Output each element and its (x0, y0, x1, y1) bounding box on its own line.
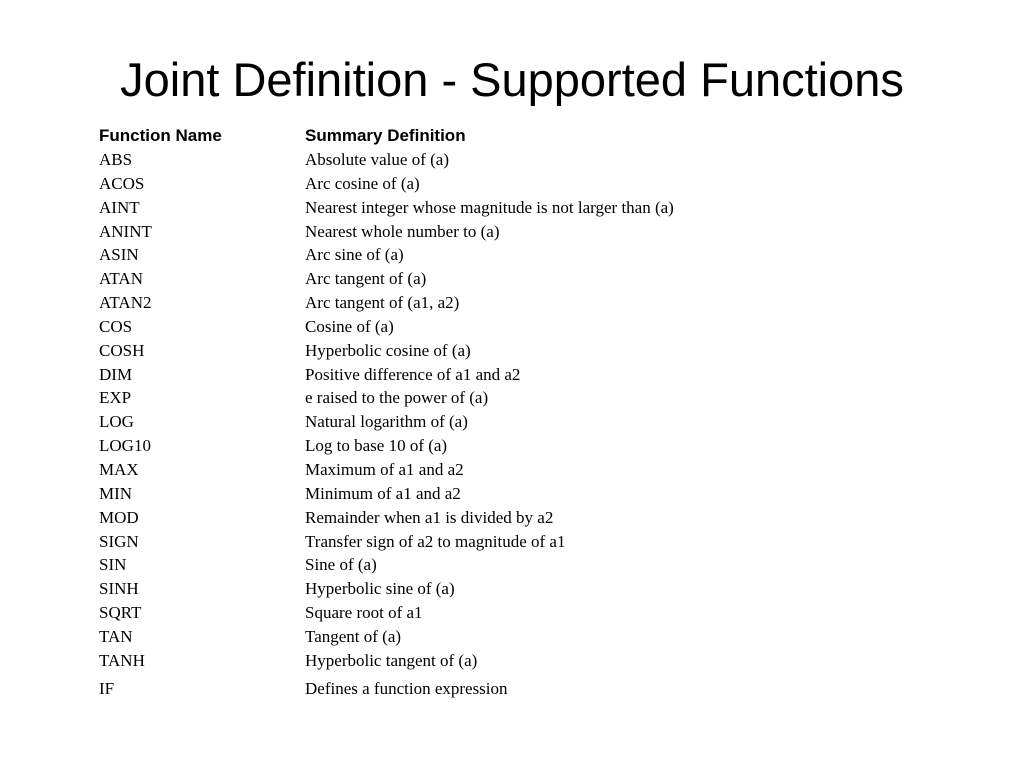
function-name: EXP (99, 388, 132, 408)
function-definition: Arc sine of (a) (305, 245, 404, 265)
table-row (0, 196, 1024, 220)
function-definition: Hyperbolic tangent of (a) (305, 650, 478, 670)
table-row (0, 220, 1024, 244)
function-definition: Tangent of (a) (305, 626, 402, 646)
function-definition: Arc cosine of (a) (305, 173, 420, 193)
table-row (0, 243, 1024, 267)
function-name: SIN (99, 555, 127, 575)
function-name: SQRT (99, 603, 142, 623)
slide-title: Joint Definition - Supported Functions (120, 53, 904, 106)
function-definition: Minimum of a1 and a2 (305, 483, 461, 503)
table-row (0, 553, 1024, 577)
table-row (0, 482, 1024, 506)
function-definition: Cosine of (a) (305, 316, 394, 336)
function-name: IF (99, 678, 115, 698)
table-row (0, 386, 1024, 410)
function-definition: Defines a function expression (305, 678, 508, 698)
function-name: COS (99, 316, 133, 336)
function-definition: Hyperbolic cosine of (a) (305, 340, 471, 360)
table-row (0, 649, 1024, 673)
function-definition: Log to base 10 of (a) (305, 436, 448, 456)
function-definition: Positive difference of a1 and a2 (305, 364, 521, 384)
functions-table-body (0, 148, 1024, 703)
function-definition: Maximum of a1 and a2 (305, 459, 464, 479)
function-definition: Sine of (a) (305, 555, 377, 575)
function-definition: Arc tangent of (a) (305, 269, 427, 289)
function-definition: Hyperbolic sine of (a) (305, 579, 455, 599)
table-row (0, 315, 1024, 339)
function-name: MAX (99, 459, 139, 479)
function-name: TAN (99, 626, 133, 646)
function-definition: Transfer sign of a2 to magnitude of a1 (305, 531, 566, 551)
function-definition: Square root of a1 (305, 603, 423, 623)
function-definition: Remainder when a1 is divided by a2 (305, 507, 554, 527)
table-row (0, 410, 1024, 434)
table-row (0, 148, 1024, 172)
table-row (0, 458, 1024, 482)
table-row (0, 363, 1024, 387)
function-name: ATAN2 (99, 293, 152, 313)
functions-table-header (0, 124, 1024, 148)
table-row (0, 434, 1024, 458)
function-definition: Nearest whole number to (a) (305, 221, 500, 241)
function-name: DIM (99, 364, 133, 384)
function-name: SIGN (99, 531, 139, 551)
function-name: ANINT (99, 221, 152, 241)
table-row (0, 601, 1024, 625)
function-name: SINH (99, 579, 139, 599)
table-row (0, 625, 1024, 649)
summary-definition-header: Summary Definition (305, 126, 466, 145)
function-name: ASIN (99, 245, 139, 265)
function-definition: e raised to the power of (a) (305, 388, 489, 408)
function-name: LOG10 (99, 436, 151, 456)
function-definition: Natural logarithm of (a) (305, 412, 468, 432)
function-definition: Arc tangent of (a1, a2) (305, 293, 460, 313)
table-row (0, 267, 1024, 291)
table-row (0, 673, 1024, 703)
function-name: LOG (99, 412, 134, 432)
table-row (0, 506, 1024, 530)
function-name: AINT (99, 197, 140, 217)
table-row (0, 172, 1024, 196)
function-name-header: Function Name (99, 126, 222, 145)
function-name: ACOS (99, 173, 145, 193)
function-name: ABS (99, 150, 133, 169)
function-name: TANH (99, 650, 145, 670)
table-row (0, 577, 1024, 601)
table-row (0, 339, 1024, 363)
function-name: ATAN (99, 269, 143, 289)
table-row (0, 530, 1024, 554)
function-name: MIN (99, 483, 133, 503)
function-definition: Nearest integer whose magnitude is not larger than (a) (305, 197, 674, 217)
function-name: COSH (99, 340, 145, 360)
function-definition: Absolute value of (a) (305, 150, 449, 169)
table-row (0, 291, 1024, 315)
function-name: MOD (99, 507, 139, 527)
